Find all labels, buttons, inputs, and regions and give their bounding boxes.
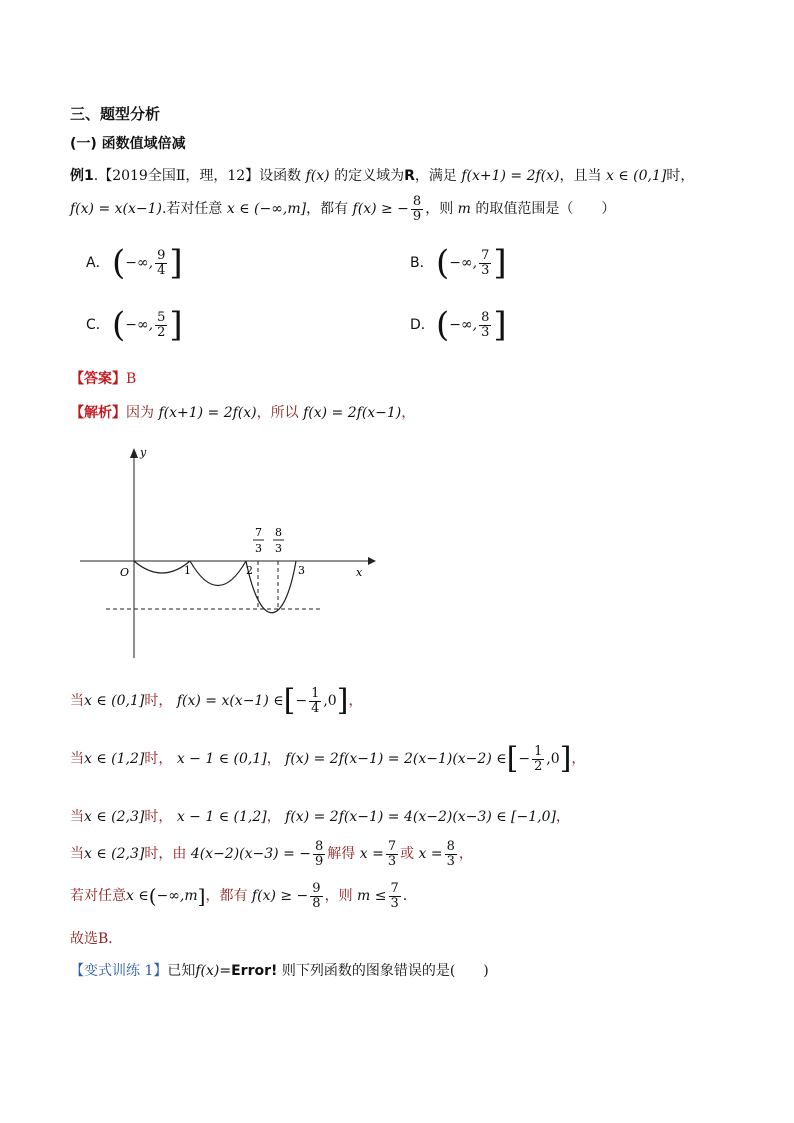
step-text: 时， [144,809,173,825]
frac-num: 8 [315,839,324,854]
option-c[interactable]: C．(−∞, $\frac{5}{2}$ ] [86,305,183,345]
stem-text: ，则 [425,201,454,218]
frac-num: 7 [481,247,490,263]
frac-num: 9 [312,881,321,896]
example-source: 【2019全国Ⅱ，理，12】 [98,168,260,184]
x-label: x [356,566,363,579]
step-3 [70,806,570,826]
step-text: ， [266,809,281,825]
step-4 [70,840,473,868]
analysis-tag: 【解析】 [70,405,126,421]
frac-num: 8 [412,194,422,209]
frac-num: 7 [387,839,397,854]
stem-text: 设函数 [259,168,302,184]
step-text: ， [458,846,473,863]
math-fx-def: f(x) = x(x−1) [70,201,162,218]
math-fx: f(x) [195,963,220,979]
example-line-2 [70,195,615,223]
option-prefix: −∞, [449,255,478,271]
tick-2: 2 [246,564,253,577]
math-interval: x − 1 ∈ (1,2] [176,809,267,825]
math-interval: x ∈ (0,1] [605,168,667,184]
step-text: 若对任意 [70,888,126,905]
step-text: . [402,888,408,905]
analysis-text: ， [401,405,416,421]
frac-num: 1 [311,685,320,701]
frac-7-3-num: 7 [255,526,262,539]
step-text: 时，由 [144,846,187,863]
fraction [411,195,423,223]
math-interval: −∞,m [156,888,198,905]
frac-den: 4 [157,262,166,278]
option-b[interactable]: B．(−∞, $\frac{7}{3}$ ] [410,243,507,283]
y-label: y [140,446,147,459]
step-text: 时， [144,693,173,709]
step-text: ，都有 [205,888,248,905]
analysis-line [70,402,415,422]
stem-text: 时， [666,168,695,184]
step-text: 当 [70,693,84,709]
step-text: ， [571,751,586,767]
stem-text: ，都有 [306,201,349,218]
stem-text: ，满足 [414,168,457,184]
math-ineq: f(x) ≥ − [251,888,309,905]
variant-line [70,960,489,980]
frac-den: 3 [446,853,455,869]
step-text: ， [555,809,570,825]
step-text: 或 [400,846,415,863]
option-prefix: −∞, [125,317,154,333]
math-eq: f(x) = 2f(x−1) = 4(x−2)(x−3) ∈ [−1,0] [285,809,556,825]
math-eq: f(x) = x(x−1) ∈ [176,693,284,709]
step-text: ，则 [324,888,353,905]
step-text: 当 [70,809,84,825]
frac-den: 9 [412,208,422,224]
step-text: 时， [144,751,173,767]
math-ineq: f(x) ≥ − [352,201,409,218]
curve-piece-1 [134,561,190,573]
option-label: B． [410,255,434,271]
math-interval: x ∈ [126,888,149,905]
step-text: 当 [70,751,84,767]
step-5: 若对任意x ∈(−∞,m]，都有 f(x) ≥ − $\frac{9}{8}$ ，则 m ≤ $\frac{7}{3}$ . [70,881,408,911]
example-line-1: 例1.【2019全国Ⅱ，理，12】设函数 f(x) 的定义域为R，满足 f(x+1) = 2f(x)，且当 x ∈ (0,1]时， [70,168,695,184]
frac-num: 9 [157,247,166,263]
math-eq: f(x) = 2f(x−1) [303,405,402,421]
math-interval: x − 1 ∈ (0,1] [176,751,267,767]
frac-den: 2 [157,324,166,340]
frac-den: 4 [311,700,320,716]
step-text: ， [266,751,281,767]
step-text: 解得 [327,846,356,863]
math-interval: x ∈ (0,1] [84,693,145,709]
x-axis-arrow-icon [368,557,376,565]
curve-piece-3 [246,561,296,613]
frac-den: 3 [390,895,399,911]
option-label: D． [410,317,435,333]
tick-3: 3 [298,564,305,577]
math-eq: x = [359,846,384,863]
step-text: 当 [70,846,84,863]
error-text: Error! [231,963,278,979]
math-interval: x ∈ (1,2] [84,751,145,767]
frac-den: 3 [481,262,490,278]
stem-text: 的取值范围是（ ） [475,201,616,218]
option-d[interactable]: D．(−∞, $\frac{8}{3}$ ] [410,305,507,345]
frac-den: 2 [534,758,543,774]
variant-text: 则下列函数的图象错误的是( ) [277,963,489,979]
math-interval: x ∈ (2,3] [84,809,145,825]
conclusion: 故选B． [70,931,123,947]
frac-den: 8 [312,895,321,911]
origin-label: O [120,566,130,579]
math-eq: f(x) = 2f(x−1) = 2(x−1)(x−2) ∈ [285,751,507,767]
step-1: 当x ∈ (0,1]时， f(x) = x(x−1) ∈[− $\frac{1}{4}$ ,0]， [70,683,363,718]
function-graph [70,440,380,665]
variant-text: = [219,963,232,979]
math-fx: f(x) [305,168,330,184]
frac-num: 8 [481,309,490,325]
math-interval: x ∈ (−∞,m] [226,201,307,218]
math-eq: x = [418,846,443,863]
frac-8-3-den: 3 [275,542,282,555]
stem-text: .若对任意 [161,201,223,218]
y-axis-arrow-icon [130,448,138,458]
math-tail: ,0 [546,751,560,767]
stem-text: ，且当 [559,168,602,184]
answer-line [70,368,136,388]
frac-num: 5 [157,309,166,325]
frac-den: 9 [315,853,324,869]
frac-num: 8 [446,839,455,854]
curve-piece-2 [190,561,246,586]
option-a[interactable]: A．(−∞, $\frac{9}{4}$ ] [86,243,183,283]
frac-7-3-den: 3 [255,542,262,555]
math-tail: ,0 [323,693,337,709]
frac-den: 3 [387,853,397,869]
step-2: 当x ∈ (1,2]时， x − 1 ∈ (0,1]， f(x) = 2f(x−1) = 2(x−1)(x−2) ∈[− $\frac{1}{2}$ ,0]， [70,741,586,776]
math-eq: f(x+1) = 2f(x) [158,405,257,421]
math-R: R [404,168,415,184]
frac-8-3-num: 8 [275,526,282,539]
stem-text: 的定义域为 [334,168,405,184]
analysis-text: ，所以 [256,405,299,421]
option-label: C． [86,317,110,333]
step-text: ， [348,693,363,709]
subsection-title: (一) 函数值域倍减 [70,136,186,152]
tick-1: 1 [184,564,191,577]
math-interval: x ∈ (2,3] [84,846,145,863]
answer-tag: 【答案】 [70,371,126,387]
math-ineq: m ≤ [357,888,387,905]
analysis-text: 因为 [126,405,154,421]
math-shift-eq: f(x+1) = 2f(x) [461,168,560,184]
variant-text: 已知 [167,963,196,979]
frac-den: 3 [481,324,490,340]
section-title: 三、题型分析 [70,105,161,123]
answer-value: B [126,371,137,387]
example-prefix: 例1 [70,168,94,184]
frac-num: 1 [534,743,543,759]
frac-num: 7 [390,881,399,896]
option-prefix: −∞, [125,255,154,271]
math-eq: 4(x−2)(x−3) = − [190,846,311,863]
variant-tag: 【变式训练 1】 [70,963,168,979]
option-prefix: −∞, [449,317,478,333]
option-label: A． [86,255,110,271]
math-m: m [457,201,471,218]
